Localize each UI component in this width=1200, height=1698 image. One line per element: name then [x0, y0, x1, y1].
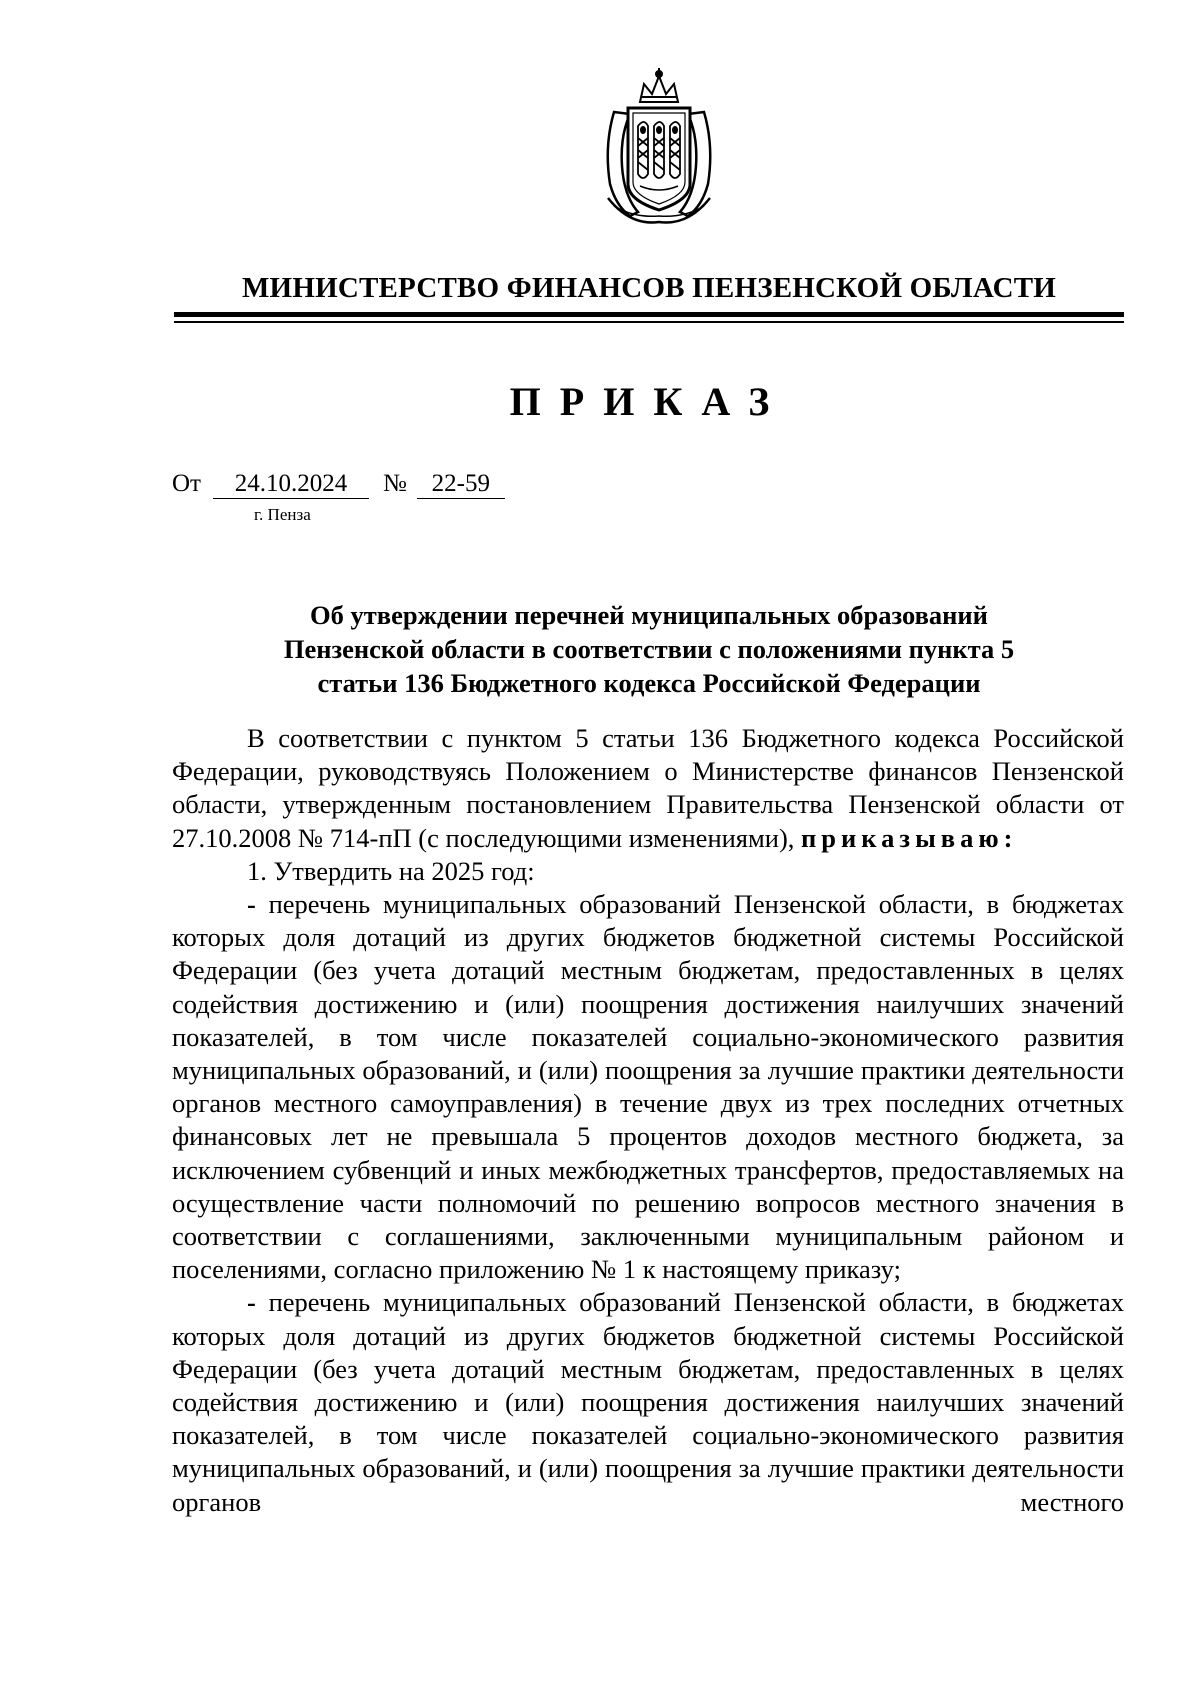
list-dash-1: -: [247, 889, 256, 920]
subject-line-3: статьи 136 Бюджетного кодекса Российской Федерации: [317, 668, 981, 698]
city-label: г. Пенза: [254, 505, 311, 524]
order-subject: [174, 598, 1124, 700]
order-body: [172, 722, 1124, 1519]
coat-of-arms-icon: [600, 66, 718, 226]
header-rule-thin: [174, 321, 1124, 323]
list-item-1-text: перечень муниципальных образований Пензенской области, в бюджетах которых доля дотаций из других бюджетов бюджетной системы Российской Федерации (без учета дотаций местным бюджетам, предоставленных в целях содействия достижению и (или) поощрения достижения наилучших значений показателей, в том числе показателей социально-экономического развития муниципальных образований, и (или) поощрения за лучшие практики деятельности органов местного самоуправления) в течение двух из трех последних отчетных финансовых лет не превышала 5 процентов доходов местного бюджета, за исключением субвенций и иных межбюджетных трансфертов, предоставляемых на осуществление части полномочий по решению вопросов местного значения в соответствии с соглашениями, заключенными муниципальным районом и поселениями, согласно приложению № 1 к настоящему приказу;: [172, 889, 1124, 1285]
list-item-1: [172, 888, 1124, 1286]
list-dash-2: -: [247, 1287, 256, 1318]
item-1: 1. Утвердить на 2025 год:: [247, 855, 535, 886]
order-date: 24.10.2024: [213, 470, 369, 499]
preamble-text: В соответствии с пунктом 5 статьи 136 Бюджетного кодекса Российской Федерации, руководствуясь Положением о Министерстве финансов Пензенской области, утвержденным постановлением Правительства Пензенской области от 27.10.2008 № 714-пП (с последующими изменениями),: [172, 723, 1124, 853]
order-word: приказываю:: [801, 822, 1018, 853]
ministry-name: МИНИСТЕРСТВО ФИНАНСОВ ПЕНЗЕНСКОЙ ОБЛАСТИ: [241, 272, 1057, 304]
number-sign: №: [382, 470, 407, 497]
list-item-2-text: перечень муниципальных образований Пензенской области, в бюджетах которых доля дотаций из других бюджетов бюджетной системы Российской Федерации (без учета дотаций местным бюджетам, предоставленных в целях содействия достижению и (или) поощрения достижения наилучших значений показателей, в том числе показателей социально-экономического развития муниципальных образований, и (или) поощрения за лучшие практики деятельности органов местного: [172, 1287, 1124, 1517]
header-rule-thick: [174, 312, 1124, 317]
document-type-title: ПРИКАЗ: [509, 379, 789, 424]
from-label: От: [172, 470, 201, 497]
list-item-2: [172, 1286, 1124, 1518]
preamble-paragraph: [172, 722, 1124, 855]
subject-line-1: Об утверждении перечней муниципальных образований: [310, 600, 988, 630]
date-number-line: [172, 470, 505, 499]
subject-line-2: Пензенской области в соответствии с положениями пункта 5: [283, 634, 1015, 664]
order-number: 22-59: [417, 470, 505, 499]
